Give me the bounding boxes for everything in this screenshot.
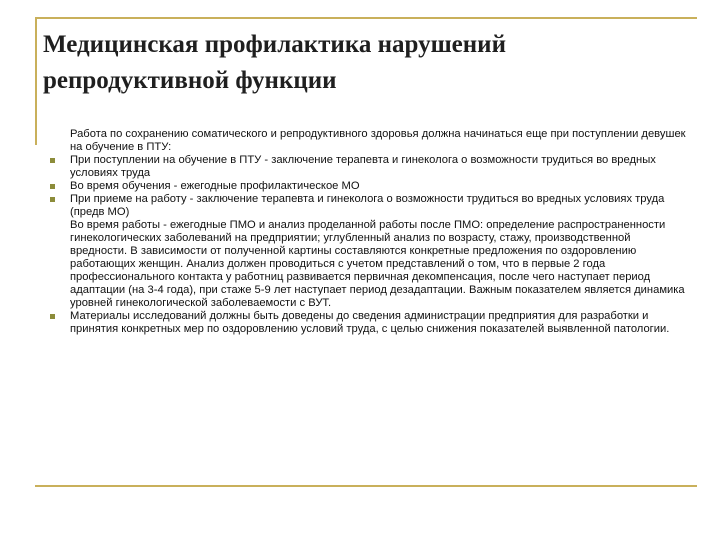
top-rule — [35, 17, 697, 19]
bullet-text-4: Материалы исследований должны быть доведены до сведения администрации предприятия для разработки и принятия конкретных мер по оздоровлению условий труда, с целью снижения показателей выявленной патологии. — [70, 310, 670, 335]
square-bullet-icon — [50, 184, 55, 189]
slide-body — [50, 128, 690, 336]
left-rule — [35, 17, 37, 145]
square-bullet-icon — [50, 314, 55, 319]
square-bullet-icon — [50, 158, 55, 163]
bullet-item-4 — [50, 310, 690, 336]
bullet-text-3: При приеме на работу - заключение терапевта и гинеколога о возможности трудиться во вредных условиях труда (предв МО) — [70, 193, 665, 218]
bullet-text-2: Во время обучения - ежегодные профилактическое МО — [70, 180, 360, 192]
work-period-text: Во время работы - ежегодные ПМО и анализ проделанной работы после ПМО: определение распространенности гинекологических заболеваний на предприятии; углубленный анализ по возрасту, стажу, производственной вредности. В зависимости от полученной картины составляются конкретные предложения по оздоровлению работающих женщин. Анализ должен проводиться с учетом представлений о том, что в первые 2 года профессионального контакта у работниц развивается первичная декомпенсация, после чего наступает период адаптации (на 3-4 года), при стаже 5-9 лет наступает период дезадаптации. Важным показателем является динамика уровней гинекологической заболеваемости с ВУТ. — [70, 219, 685, 309]
intro-paragraph — [50, 128, 690, 154]
slide-title: Медицинская профилактика нарушений репродуктивной функции — [43, 31, 506, 94]
intro-text: Работа по сохранению соматического и репродуктивного здоровья должна начинаться еще при поступлении девушек на обучение в ПТУ: — [70, 128, 686, 153]
bullet-item-3 — [50, 193, 690, 219]
work-period-paragraph — [50, 219, 690, 310]
bottom-rule — [35, 485, 697, 487]
square-bullet-icon — [50, 197, 55, 202]
bullet-text-1: При поступлении на обучение в ПТУ - заключение терапевта и гинеколога о возможности трудиться во вредных условиях труда — [70, 154, 656, 179]
bullet-item-1 — [50, 154, 690, 180]
bullet-item-2 — [50, 180, 690, 193]
